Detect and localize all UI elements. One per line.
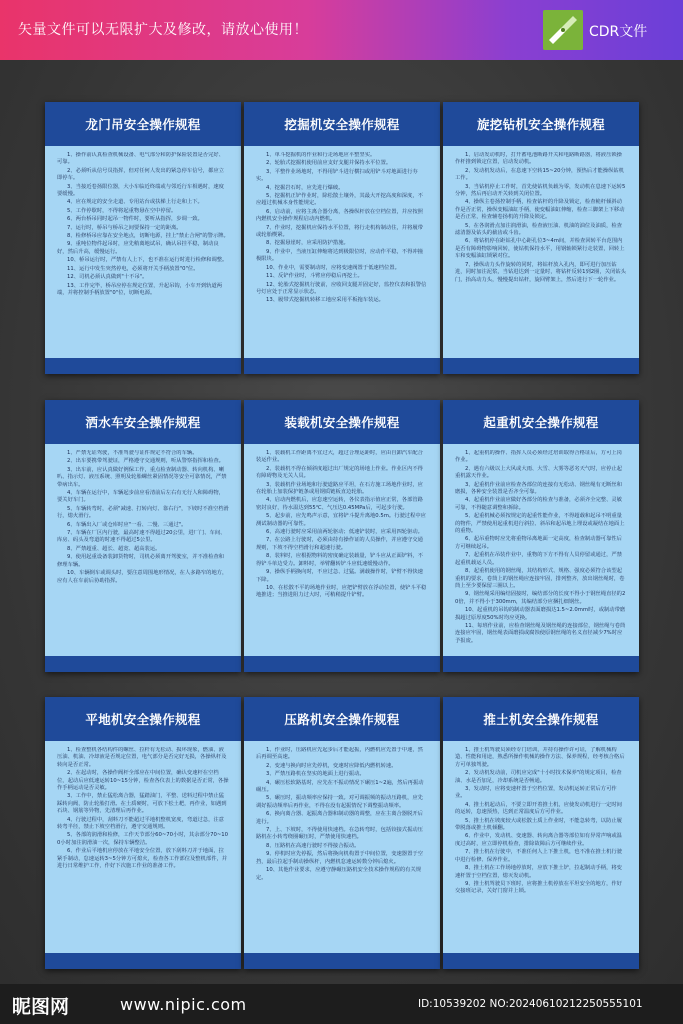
rule-item: 7、上、下坡时，不得使用快速档。在急转弯时，包括铰接式振动压路机在小转弯绕圈碾压时，严禁使用快速档。 <box>256 827 423 841</box>
board-body <box>57 152 229 350</box>
rule-item: 8、装料时，应根据物料的密度确定装载量，铲斗应从正面铲料，不得铲斗单边受力。卸料时，举臂翻转铲斗应低速缓慢动作。 <box>256 553 423 567</box>
rules-board <box>443 102 639 374</box>
rule-item: 10、作业中，需要制动时，应将变速阀置于低速档位置。 <box>266 264 400 271</box>
board-footer-strip <box>45 656 241 672</box>
top-banner <box>0 0 683 60</box>
rule-item: 5、起步前，应先鸣声示意，宜将铲斗提升离地0.5m。行驶过程中应测试制动器的可靠性。 <box>256 513 426 527</box>
board-title: 装载机安全操作规程 <box>244 400 440 444</box>
board-body <box>57 747 229 945</box>
board-footer-strip <box>443 358 639 374</box>
rule-item: 2、必须听从信号员指挥，但对任何人发出的紧急停车信号，都应立即停车。 <box>57 167 224 182</box>
board-body <box>256 152 428 350</box>
rule-item: 1、单斗挖掘机的作业和行走场地应平整坚实。 <box>266 152 376 158</box>
rules-board <box>244 697 440 969</box>
board-body <box>455 152 627 350</box>
site-logo: 昵图网 <box>12 996 70 1018</box>
rule-item: 5、各部的润滑和检修，工作天节部分60~70小时，其余部分70~100小时加注润滑油一次，保持车辆整洁。 <box>57 832 229 846</box>
rule-item: 5、起重机械必须按规定的起重性能作业，不得超载和起吊不明重量的物件，严禁使用起重机进行斜拉、斜吊和起吊地上埋设或凝结在地面上的重物。 <box>455 513 625 535</box>
rule-item: 5、挖掘机正铲作业时，除松散土壤外，其最大开挖高度和深度，不应超过机械本身性能规定。 <box>256 193 423 207</box>
rules-board <box>443 400 639 672</box>
rule-item: 9、重吨位物件起吊时，应先稍离地试吊，确认吊挂平稳，制动良好，然后升高，缓慢运行。 <box>57 241 219 255</box>
rule-item: 4、操纵主卷扬控制手柄，检查钻杆的升降及锁定，检查桅杆倾斜动作是否正常，操纵变幅油缸手柄，使变幅油缸伸缩，检查三脚架上下移动是否正常，检查辅卷扬机的升降及锁定。 <box>455 199 625 221</box>
rule-item: 4、车辆在运行中，车辆起步前应看清前后左右有无行人和障碍物，要关好车门。 <box>57 490 224 504</box>
rule-item: 5、工作停歇时，不得将起重物悬在空中停留。 <box>67 207 177 214</box>
rule-item: 8、检修桥吊应靠在安全地点，切断电源，挂上"禁止合闸"的警示牌。 <box>67 233 229 240</box>
rule-item: 5、碾压时，振动频率应保持一致。对可调振频的振动压路机，应先调好振动频率后再作业，不得在没有起振情况下调整振动频率。 <box>256 795 423 809</box>
board-title: 压路机安全操作规程 <box>244 697 440 741</box>
rule-item: 7、作业时，挖掘机应保持水平位置，将行走机构制动住，并将履带或轮胎楔紧。 <box>256 224 423 239</box>
rule-item: 2、发动机发动后，在息速下空转15~20分钟，预热后才能操纵钻机工作。 <box>455 167 625 182</box>
rule-item: 5、车辆转弯时，必须"减速、打转向灯、靠右行"，下坡时不准空档滑行，熄火滑行。 <box>57 505 229 520</box>
board-footer-strip <box>244 656 440 672</box>
rule-item: 9、钢丝绳采用编结固接时，编结部分的长度不得小于钢丝绳直径的20倍，并不得小于300mm，其编结部分应捆扎细钢丝。 <box>455 591 626 605</box>
rules-board <box>45 697 241 969</box>
rule-item: 4、推土机起动后，不要立即开着推土机，应使发动机进行一定时间的运转，怠速预热，达到正常温度后方可作业。 <box>455 801 622 816</box>
rule-item: 1、推土机驾驶员须经专门培训，并持有操作许可证，了解机械构造、性能和用途，熟悉所操作机械的操作方法、保养规程，经考核合格后方可单独驾驶。 <box>455 747 625 768</box>
board-title: 平地机安全操作规程 <box>45 697 241 741</box>
rule-item: 13、工作完毕，桥吊应停在规定位置，升起吊钩，小车开到轨道两端，并将控制手柄放置"0"位，切断电源。 <box>57 282 223 296</box>
rule-item: 1、装载机工作距离不宜过大，超过合理运距时，应由自卸汽车配合装运作业。 <box>256 450 423 464</box>
board-title: 龙门吊安全操作规程 <box>45 102 241 146</box>
rule-item: 2、遇有六级以上大风或大雨、大雪、大雾等恶劣天气时，应停止起重机露天作业。 <box>455 465 622 480</box>
rule-item: 4、启动内燃机后，应怠速空运转，各仪表指示值应正常，各部管路密封良好，待水温达到55℃、气压达0.45MPa后，可起步行驶。 <box>256 497 423 511</box>
rule-item: 1、检查整机各结构件的螺丝、拉杆有无松动、损坏现象，燃油、液压油、机油、冷却液是否规定位置，电气部分是否完好无损，各操纵杆及转向是否正常。 <box>57 747 227 768</box>
rules-board <box>244 102 440 374</box>
rule-item: 9、操纵手柄换向时，不应过急、过猛。满载操作时，铲臂不得快速下降。 <box>256 569 423 583</box>
rule-item: 3、严禁压路机在坚实的地面上进行振动。 <box>266 771 365 778</box>
rule-item: 7、推土机在行驶中，不准任何人上下推土机，也不准在推土机行驶中进行检修、保养作业。 <box>455 849 622 863</box>
rule-item: 1、起重机的操作、指挥人员必须经过培训取得合格证后，方可上岗作业。 <box>455 450 622 464</box>
rule-item: 7、在公路上行驶时，必须由持有操作证的人员操作，并应遵守交通规则，下坡不得空档滑行和超速行驶。 <box>256 537 423 551</box>
rule-item: 7、运行时，桥吊与桥吊之间要保持一定的距离。 <box>67 224 182 231</box>
rule-item: 7、车辆在厂区内行驶，最高时速不得超过20公里，进厂门、车间、库房、码头及弯道的时速不得超过5公里。 <box>57 530 226 544</box>
rule-item: 3、起重机作业前应检查各部位的连接有无松动、钢丝绳有无断丝和磨损，各种安全装置是否齐全可靠。 <box>455 481 622 496</box>
banner-text: 矢量文件可以无限扩大及修改，请放心使用！ <box>18 22 308 38</box>
rule-item: 2、出车要携带驾驶证，严格遵守交通规则，听从警察指挥和检查。 <box>67 458 224 465</box>
rule-item: 8、严禁超重、超长、超宽、超高装运。 <box>67 545 161 552</box>
board-footer-strip <box>45 953 241 969</box>
rule-item: 2、发动机发动前，司机应完成"十小时技术保养"的规定项目，检查油、水是否加足，冷却系统是否畅通。 <box>455 770 622 784</box>
rule-item: 1、操作前认真检查机械设备、电气部分和防护保险装置是否完好、可靠。 <box>57 152 224 166</box>
rule-item: 9、使用起重设备装卸货物时，司机必须离开驾驶室，并不准检查和修理车辆。 <box>57 554 224 568</box>
rule-item: 3、工作中，禁止猛松离合器，猛踏油门，平整、送料过程中禁止猛踩转向阀，防止轮胎打滑。在土质硬时，可放下松土耙，再作业，如遇到石块、钢筋等异物，先清理后再作业。 <box>57 793 227 815</box>
rule-item: 11、每班作业前，应检查钢丝绳及钢丝绳的连接部位，钢丝绳与卷筒连接应牢固，钢丝绳表面磨损或腐蚀使原钢丝绳的名义直径减少7%时应予报废。 <box>455 622 626 644</box>
rule-item: 6、高速行驶时应采用前两轮驱动；低速铲装时，应采用四轮驱动。 <box>266 529 423 536</box>
display-stage <box>0 60 683 984</box>
rule-item: 13、履带式挖掘机转移工地应采用平板拖车装运。 <box>266 297 384 304</box>
board-title: 旋挖钻机安全操作规程 <box>443 102 639 146</box>
rule-item: 11、运行中发生突然停电，必须将开关手柄放置"0"位。 <box>67 265 199 272</box>
cdr-pen-nib-icon <box>543 10 583 50</box>
rules-board <box>244 400 440 672</box>
rules-board <box>443 697 639 969</box>
rule-item: 7、操纵动力头作旋转的同时，将钻杆放入孔内，即可进行加压钻进，同时加注泥浆，当钻进达到一定量时，将钻杆反转1到2圈，关闭钻头门，抬高动力头，慢慢提出钻杆，旋回臂架上，然后进行下一轮作业。 <box>455 261 626 283</box>
watermark-bar <box>0 984 683 1024</box>
rule-item: 2、在起动时，各操作阀杆全部应在中间位置，确认变速杆在空档位，起动后应低速运转10~15分钟，检查各仪表上的数据是否正常，各操作手柄运动是否灵敏。 <box>57 770 229 792</box>
rule-item: 6、换向离合器、起振离合器和制动器的调整，应在主离合器脱开后进行。 <box>256 811 423 825</box>
board-title: 推土机安全操作规程 <box>443 697 639 741</box>
rule-item: 3、发动时，应将变速杆置于空档位置，发动机运转正常后方可作业。 <box>455 786 617 800</box>
rule-item: 10、桥吊运行时，严禁有人上下，也不准在运行时进行检修和调整。 <box>67 257 228 264</box>
rule-item: 6、起吊重物时应先将重物吊离地面一定高度，检查制动器可靠性后方可继续起吊。 <box>455 536 622 550</box>
rule-item: 4、碾压松软路基时，应先在不振动情况下碾压1~2遍，然后再振动碾压。 <box>256 779 424 794</box>
board-footer-strip <box>45 358 241 374</box>
rule-item: 6、将钻机停在距钻孔中心距孔位3~4m间，并检查回转平台范围内是否有障碍物影响回转，使钻机保持水平，用钢轴锁紧行走装置，回转上车和变幅油缸锁紧对位。 <box>455 238 625 260</box>
board-body <box>256 450 428 648</box>
rule-item: 3、出车前，应认真做好例保工作，重点检查制动器、转向机构、喇叭、指示灯、液压系统、照明及轮胎螺丝紧固情况等安全可靠情况，严禁带病出车。 <box>57 466 227 488</box>
rule-item: 6、两台桥吊同时起吊一物件时，要听从指挥，步调一致。 <box>67 216 203 223</box>
rule-item: 3、平整作业场地时，不得用铲斗进行横扫或用铲斗对地面进行夯实。 <box>256 168 418 183</box>
rule-item: 8、挖掘悬崖时，应采用防护措施。 <box>266 240 349 247</box>
rule-item: 8、起重机使用的钢丝绳，其结构形式、规格、强度必须符合该型起重机的要求，卷筒上的钢丝绳应连接牢固，排列整齐，放出钢丝绳时，卷筒上至少要保留三圈以上。 <box>455 568 625 589</box>
rule-item: 9、停机时应先停振，然后将换向机构置于中间位置，变速器置于空挡，最后拉起手制动操纵杆，内燃机怠速运转数分钟后熄火。 <box>256 851 423 865</box>
rule-item: 8、压路机在高速行驶时不得接合振动。 <box>266 842 360 849</box>
rules-board <box>45 400 241 672</box>
cdr-file-label: CDR文件 <box>589 24 648 40</box>
board-body <box>455 747 627 945</box>
rule-item: 1、作业时，压路机应先起步后才能起振，内燃机应先置于中速，然后再调至高速。 <box>256 747 423 761</box>
rules-board <box>45 102 241 374</box>
rule-item: 12、司机必须认真做到"十不吊"。 <box>67 274 148 281</box>
rule-item: 2、轮胎式挖掘机使用前应支好支腿并保持水平位置。 <box>266 160 392 167</box>
board-title: 起重机安全操作规程 <box>443 400 639 444</box>
rule-item: 1、启动发动机时，打开蓄电池断路开关和电路断路器，将液压锁操作杆推到锁定位置，启动发动机。 <box>455 152 622 166</box>
rule-item: 1、严禁无证驾驶，不准驾驶与证件规定不符合的车辆。 <box>67 450 198 456</box>
rule-item: 3、当钻机停止工作时，首先使钻机负载为零，发动机在息速下运转5分钟，然后再启动开关转到关闭位置。 <box>455 183 626 198</box>
rule-item: 6、作业中，发动机、变速器、转向离合器等部位如有异常声响或温度过高时，应立即停机检查，排除故障后方可继续作业。 <box>455 833 622 847</box>
rule-item: 5、推土机在坡度较大或松散土质上作业时，不能急转弯，以防止履带脱落或推土机倾翻。 <box>455 817 622 832</box>
rule-item: 3、当接近卷扬限位器，大小车临近终端或与邻近行车相遇时，速度要缓慢。 <box>57 183 224 198</box>
rule-item: 10、起重机的吊钩的制动器表面磨损达1.5~2.0mm时，或制动带磨损超过原厚度50%时均应更换。 <box>455 607 626 621</box>
rule-item: 12、轮胎式挖掘机行驶前，应收回支腿并固定好，监控仪表和报警信号灯应处于正常显示状态。 <box>256 281 427 295</box>
rule-item: 3、装载机作业场地和行驶道路应平坦，在石方施工场地作业时，应在轮胎上加装保护链条或用钢质链板直边轮胎。 <box>256 481 423 496</box>
rule-item: 10、在松散不平的场地作业时，应把铲臂放在浮动位置，使铲斗平稳地推进；当推进阻力过大时，可稍稍提升铲臂。 <box>256 584 427 599</box>
board-footer-strip <box>443 656 639 672</box>
board-body <box>57 450 229 648</box>
board-title: 挖掘机安全操作规程 <box>244 102 440 146</box>
rule-item: 10、车辆倒车或调头时，要注意周围地形情况，在人多路窄的地方，应有人在车前后协助指挥。 <box>57 570 228 584</box>
board-footer-strip <box>244 358 440 374</box>
image-id: ID:10539202 NO:20240610212250555101 <box>418 998 643 1010</box>
board-body <box>455 450 627 648</box>
rule-item: 8、推土机在工作场地停放时，应放下推土铲，拉起制动手柄，将变速杆置于空档位置，熄灭发动机。 <box>455 865 622 879</box>
rule-item: 4、挖掘岩石时，应先进行爆破。 <box>266 184 344 191</box>
rule-item: 4、起重机作业前应做好各部分的检查与准备，必须齐全完整、灵敏可靠，不得随意调整和拆除。 <box>455 497 622 511</box>
board-footer-strip <box>443 953 639 969</box>
rule-item: 4、行驶过程中，刮料刀不能超过平地机整机宽度，弯道过急，注意转弯半径，禁止下坡空档滑行，遵守交通规则。 <box>57 816 224 831</box>
rule-item: 2、装载机不得在倾斜度超过出厂规定的场地上作业。作业区内不得有障碍物及无关人员。 <box>256 465 423 480</box>
board-footer-strip <box>244 953 440 969</box>
rule-item: 9、作业中，当液压缸伸缩将达到极限位时，应动作平稳，不得冲撞极限块。 <box>256 248 423 263</box>
rule-item: 6、车辆出入厂或仓库时应"一看、二慢、三通过"。 <box>67 521 187 528</box>
board-title: 洒水车安全操作规程 <box>45 400 241 444</box>
rule-item: 6、作业后平地机应停放在平地安全位置，放下刮料刀并于地面，拉紧手制动，怠速运转3~5分钟方可熄火，检查各工作部位及整机部件，并进行日常维护工作，作好下次施工作业的准备工作。 <box>57 848 228 870</box>
site-url: www.nipic.com <box>120 995 247 1014</box>
rule-item: 6、启动前，应将主离合器分离，各操纵杆放在空档位置，并应按照内燃机安全操作规程启动内燃机。 <box>256 208 423 223</box>
rule-item: 5、在各润滑点加注润滑油，检查液压油、机油的油位及油质，检查滤清器及钻头的截齿或斗齿。 <box>455 222 622 237</box>
rule-item: 10、其他作业要求，应遵守静碾压路机安全技术操作规程的有关规定。 <box>256 867 422 881</box>
rule-item: 4、应在规定的安全走道、专用站台或扶梯上行走和上下。 <box>67 199 203 206</box>
rule-item: 9、推土机驾驶员下班时，应将推土机停放在平坦安全的地方，作好交接班记录，关好门窗并上锁。 <box>455 880 622 895</box>
board-body <box>256 747 428 945</box>
rule-item: 2、变速与换向时应先停机，变速时应降低内燃机转速。 <box>266 762 397 769</box>
rule-item: 7、起重机在吊装作业中，重物的下方不得有人员停留或通过，严禁起重机载运人员。 <box>455 552 622 566</box>
rule-item: 11、反铲作业时，斗臂应停稳后再挖土。 <box>266 273 363 280</box>
